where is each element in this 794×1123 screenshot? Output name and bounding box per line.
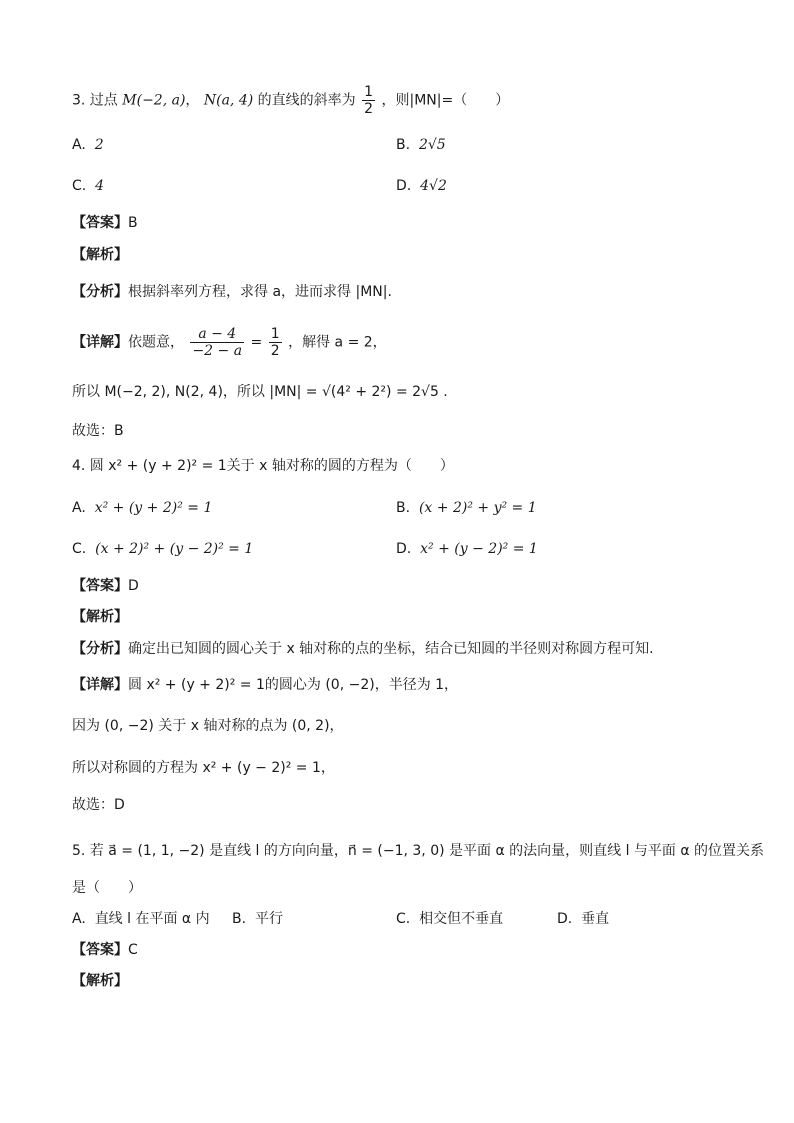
q3-slope-numerator: 1 — [364, 84, 374, 100]
option-value: 2 — [94, 137, 104, 153]
option-label: B. — [396, 500, 411, 516]
q5-option-a — [72, 909, 210, 929]
answer-tag: 【答案】 — [72, 215, 128, 231]
option-value: 4 — [95, 178, 105, 194]
option-label: D. — [557, 911, 573, 927]
xiangjie-fraction — [190, 326, 244, 359]
q4-option-a — [72, 498, 212, 518]
analysis-tag: 【解析】 — [72, 973, 128, 989]
q3-stem — [72, 84, 509, 117]
answer-value: D — [128, 578, 139, 594]
xiangjie-half-fraction — [269, 326, 282, 359]
q5-option-b — [232, 909, 283, 929]
option-label: B. — [232, 911, 247, 927]
q3-option-a — [72, 135, 104, 155]
answer-tag: 【答案】 — [72, 578, 128, 594]
answer-value: B — [128, 215, 138, 231]
option-value: x² + (y + 2)² = 1 — [94, 500, 213, 516]
option-label: D. — [396, 178, 412, 194]
xiangjie-suffix: ，解得 a = 2， — [288, 334, 387, 351]
q3-slope-denominator: 2 — [364, 101, 374, 117]
q4-stem: 4. 圆 x² + (y + 2)² = 1关于 x 轴对称的圆的方程为（ ） — [72, 458, 454, 474]
xiangjie-equals: = — [250, 334, 263, 351]
fenxi-text: 确定出已知圆的圆心关于 x 轴对称的点的坐标，结合已知圆的半径则对称圆方程可知. — [128, 641, 654, 657]
q4-answer — [72, 576, 139, 596]
option-value: 2√5 — [418, 137, 446, 153]
q3-slope-fraction — [362, 84, 375, 117]
q3-fenxi — [72, 282, 392, 302]
xiangjie-fraction-numerator: a − 4 — [190, 326, 244, 343]
fenxi-text: 根据斜率列方程，求得 a，进而求得 |MN|. — [128, 284, 392, 300]
option-label: C. — [72, 178, 87, 194]
q5-answer — [72, 940, 138, 960]
q3-option-c — [72, 176, 104, 196]
fenxi-tag: 【分析】 — [72, 641, 128, 657]
q4-option-b — [396, 498, 537, 518]
q3-answer — [72, 213, 138, 233]
q5-stem-line2: 是（ ） — [72, 880, 142, 896]
option-label: B. — [396, 137, 411, 153]
xiangjie-half-denominator: 2 — [270, 343, 280, 359]
analysis-tag: 【解析】 — [72, 247, 128, 263]
q3-option-b — [396, 135, 446, 155]
option-value: 相交但不垂直 — [419, 911, 504, 927]
q4-option-d — [396, 539, 538, 559]
q4-xiangjie — [72, 675, 458, 695]
option-label: D. — [396, 541, 412, 557]
option-value: (x + 2)² + y² = 1 — [418, 500, 537, 516]
q5-option-c — [396, 909, 503, 929]
option-label: C. — [396, 911, 411, 927]
q3-analysis-heading — [72, 245, 128, 265]
q3-choose: 故选：B — [72, 423, 124, 439]
option-value: (x + 2)² + (y − 2)² = 1 — [95, 541, 254, 557]
option-label: A. — [72, 911, 86, 927]
q3-stem-prefix: 3. 过点 — [72, 92, 118, 109]
answer-value: C — [128, 942, 138, 958]
xiangjie-prefix: 依题意， — [128, 334, 184, 351]
option-label: C. — [72, 541, 87, 557]
xiangjie-half-numerator: 1 — [270, 326, 280, 342]
option-value: 垂直 — [581, 911, 610, 927]
option-value: 平行 — [254, 911, 283, 927]
analysis-tag: 【解析】 — [72, 609, 128, 625]
q4-option-c — [72, 539, 253, 559]
option-label: A. — [72, 137, 86, 153]
q5-analysis-heading — [72, 971, 128, 991]
q3-xiangjie — [72, 326, 387, 359]
option-value: 直线 l 在平面 α 内 — [94, 911, 210, 927]
q4-analysis-heading — [72, 607, 128, 627]
q3-point-m: M(−2, a) — [122, 92, 186, 109]
option-label: A. — [72, 500, 86, 516]
xiangjie-tag: 【详解】 — [72, 334, 128, 351]
option-value: x² + (y − 2)² = 1 — [420, 541, 538, 557]
q3-option-d — [396, 176, 447, 196]
q5-option-d — [557, 909, 609, 929]
xiangjie-line1: 圆 x² + (y + 2)² = 1的圆心为 (0, −2)，半径为 1， — [128, 677, 459, 693]
q4-fenxi — [72, 639, 654, 659]
xiangjie-fraction-denominator: −2 − a — [192, 343, 243, 359]
q3-separator: ， — [185, 92, 200, 109]
option-value: 4√2 — [420, 178, 447, 194]
q4-xiangjie-line2: 因为 (0, −2) 关于 x 轴对称的点为 (0, 2)， — [72, 718, 344, 734]
q3-stem-mid: 的直线的斜率为 — [257, 92, 356, 109]
q3-point-n: N(a, 4) — [203, 92, 254, 109]
q4-choose: 故选：D — [72, 797, 125, 813]
q3-stem-suffix: ，则|MN|=（ ） — [381, 92, 510, 109]
answer-tag: 【答案】 — [72, 942, 128, 958]
q5-stem-line1: 5. 若 a⃗ = (1, 1, −2) 是直线 l 的方向向量，n⃗ = (−1, 3, 0) 是平面 α 的法向量，则直线 l 与平面 α 的位置关系 — [72, 843, 765, 859]
q3-xiangjie-line2: 所以 M(−2, 2), N(2, 4)，所以 |MN| = √(4² + 2²) = 2√5 . — [72, 384, 448, 400]
q4-xiangjie-line3: 所以对称圆的方程为 x² + (y − 2)² = 1， — [72, 760, 335, 776]
xiangjie-tag: 【详解】 — [72, 677, 128, 693]
fenxi-tag: 【分析】 — [72, 284, 128, 300]
